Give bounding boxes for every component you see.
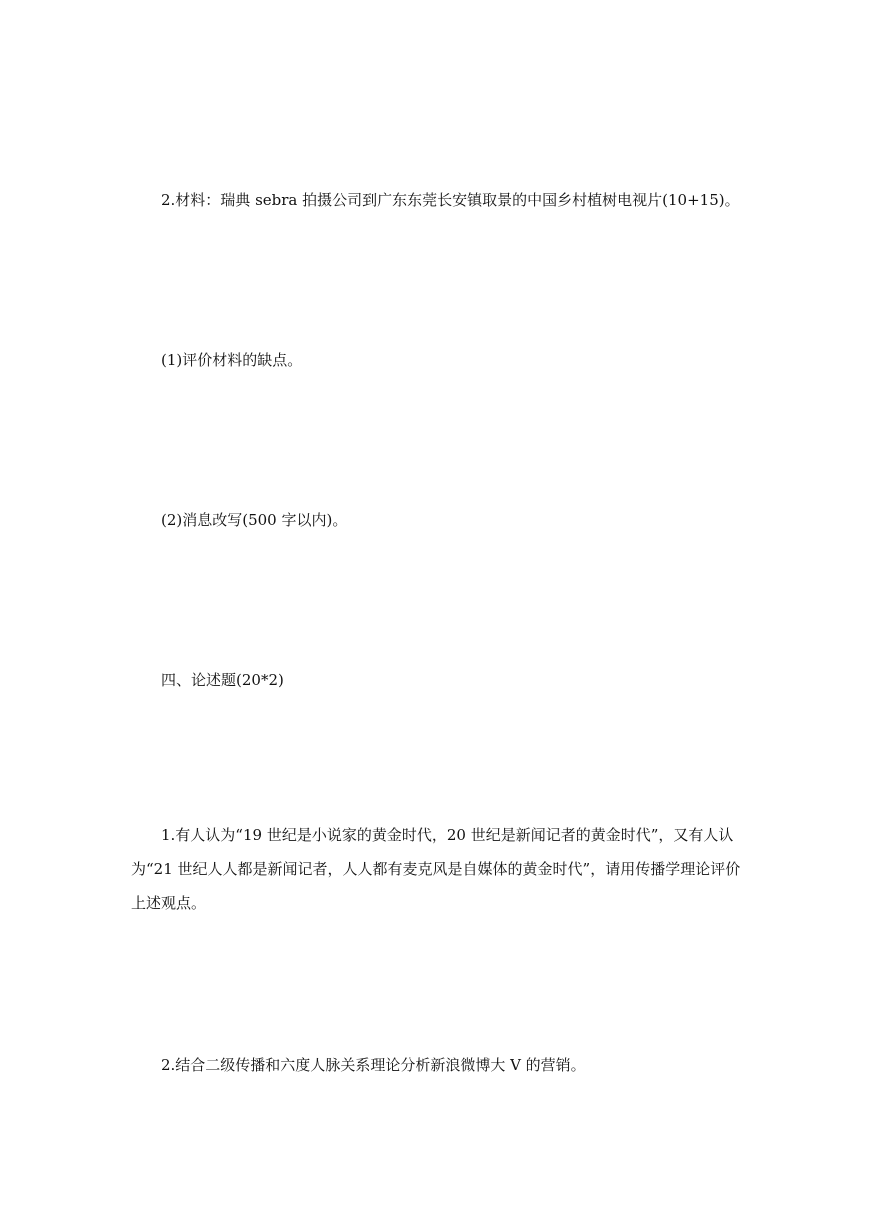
sub-question-1: (1)评价材料的缺点。	[161, 351, 303, 369]
question-2-material: 2.材料：瑞典 sebra 拍摄公司到广东东莞长安镇取景的中国乡村植树电视片(10+15)。	[161, 191, 740, 209]
section-heading-essay: 四、论述题(20*2)	[161, 671, 284, 689]
essay-question-1: 1.有人认为“19 世纪是小说家的黄金时代，20 世纪是新闻记者的黄金时代”，又有人认为“21 世纪人人都是新闻记者，人人都有麦克风是自媒体的黄金时代”，请用传播学理论评价上述观点。	[131, 826, 741, 912]
sub-question-2: (2)消息改写(500 字以内)。	[161, 511, 348, 529]
essay-question-2: 2.结合二级传播和六度人脉关系理论分析新浪微博大 V 的营销。	[161, 1056, 586, 1074]
